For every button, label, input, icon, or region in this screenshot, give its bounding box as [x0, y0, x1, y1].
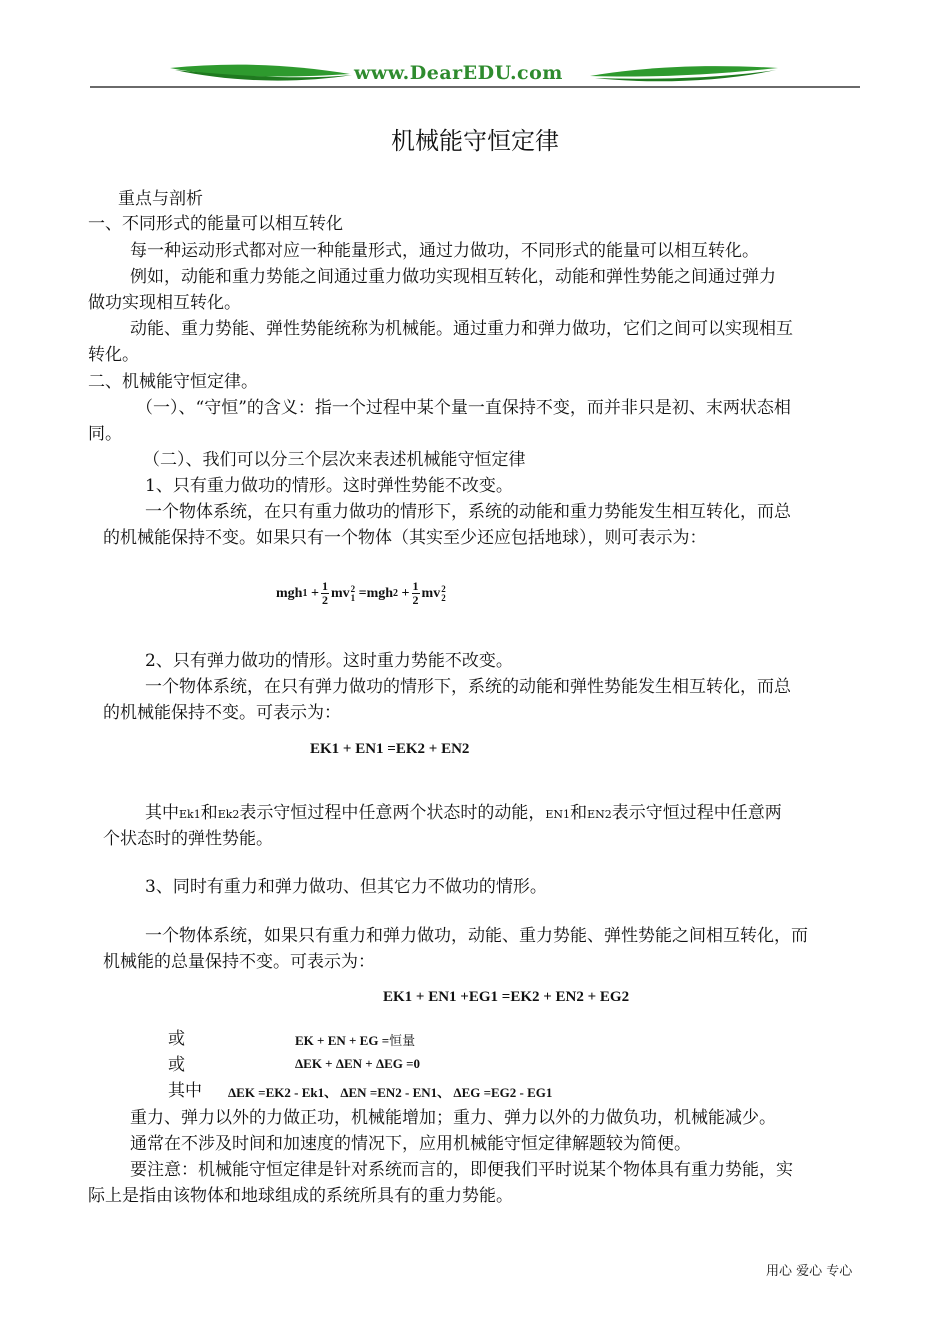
symbol-ek2: Ek2 — [217, 808, 240, 821]
paragraph-line: 一个物体系统，在只有弹力做功的情形下，系统的动能和弹性势能发生相互转化，而总 — [145, 677, 791, 697]
or-label: 或 — [168, 1029, 185, 1049]
formula-total-constant: EK + EN + EG =恒量 — [295, 1033, 416, 1049]
paragraph-line: 转化。 — [88, 345, 139, 365]
paragraph-line: 重力、弹力以外的力做正功，机械能增加；重力、弹力以外的力做负功，机械能减少。 — [130, 1108, 776, 1128]
case-3-heading: 3、同时有重力和弹力做功、但其它力不做功的情形。 — [145, 877, 547, 897]
formula-delta-definitions: ΔEK =EK2 - Ek1、 ΔEN =EN2 - EN1、 ΔEG =EG2 - EG1 — [228, 1085, 553, 1100]
paragraph-line: 通常在不涉及时间和加速度的情况下，应用机械能守恒定律解题较为简便。 — [130, 1134, 691, 1154]
paragraph-line: 的机械能保持不变。如果只有一个物体（其实至少还应包括地球），则可表示为： — [103, 528, 707, 548]
case-1-heading: 1、只有重力做功的情形。这时弹性势能不改变。 — [145, 476, 513, 496]
page-title: 机械能守恒定律 — [391, 127, 559, 155]
paragraph-line: （一）、“守恒”的含义：指一个过程中某个量一直保持不变，而并非只是初、末两状态相 — [136, 398, 791, 418]
paragraph-line: 机械能的总量保持不变。可表示为： — [103, 952, 375, 972]
formula-gravity-only: mgh 1 + $\frac{1}{2}$ mv 2 1 =mgh 2 + $\frac{1}{2}$ mv 2 2 — [276, 579, 446, 607]
formula-delta-sum: ΔEK + ΔEN + ΔEG =0 — [295, 1056, 421, 1071]
formula-gravity-and-elastic: EK1 + EN1 +EG1 =EK2 + EN2 + EG2 — [383, 989, 630, 1005]
paragraph-line: 做功实现相互转化。 — [88, 293, 241, 313]
or-label: 或 — [168, 1055, 185, 1075]
logo-text: www.DearEDU.com — [354, 62, 563, 84]
paragraph-line: 一个物体系统，在只有重力做功的情形下，系统的动能和重力势能发生相互转化，而总 — [145, 502, 791, 522]
heading-conservation-law: 二、机械能守恒定律。 — [88, 372, 258, 392]
paragraph-line: 同。 — [88, 424, 122, 444]
paragraph-line: 的机械能保持不变。可表示为： — [103, 703, 341, 723]
symbol-en2: EN2 — [587, 808, 612, 821]
paragraph-line: 际上是指由该物体和地球组成的系统所具有的重力势能。 — [88, 1186, 513, 1206]
paragraph-line-symbols: 其中Ek1和Ek2表示守恒过程中任意两个状态时的动能，EN1和EN2表示守恒过程中任意两 — [145, 803, 782, 823]
paragraph-line: 要注意：机械能守恒定律是针对系统而言的，即便我们平时说某个物体具有重力势能，实 — [130, 1160, 793, 1180]
symbol-ek1: Ek1 — [179, 808, 201, 821]
heading-energy-conversion: 一、不同形式的能量可以相互转化 — [88, 214, 343, 234]
where-label: 其中 — [168, 1081, 202, 1101]
symbol-en1: EN1 — [545, 808, 571, 821]
subheading-three-levels: （二）、我们可以分三个层次来表述机械能守恒定律 — [143, 450, 526, 470]
footer-motto: 用心 爱心 专心 — [766, 1264, 853, 1279]
formula-elastic-only: EK1 + EN1 =EK2 + EN2 — [310, 741, 470, 757]
paragraph-line: 每一种运动形式都对应一种能量形式，通过力做功，不同形式的能量可以相互转化。 — [130, 241, 759, 261]
paragraph-line: 个状态时的弹性势能。 — [103, 829, 273, 849]
paragraph-line: 动能、重力势能、弹性势能统称为机械能。通过重力和弹力做功，它们之间可以实现相互 — [130, 319, 793, 339]
paragraph-line: 例如，动能和重力势能之间通过重力做功实现相互转化，动能和弹性势能之间通过弹力 — [130, 267, 776, 287]
header-logo — [90, 56, 860, 92]
paragraph-line: 一个物体系统，如果只有重力和弹力做功，动能、重力势能、弹性势能之间相互转化，而 — [145, 926, 808, 946]
section-heading-key-points: 重点与剖析 — [118, 189, 203, 209]
case-2-heading: 2、只有弹力做功的情形。这时重力势能不改变。 — [145, 651, 513, 671]
